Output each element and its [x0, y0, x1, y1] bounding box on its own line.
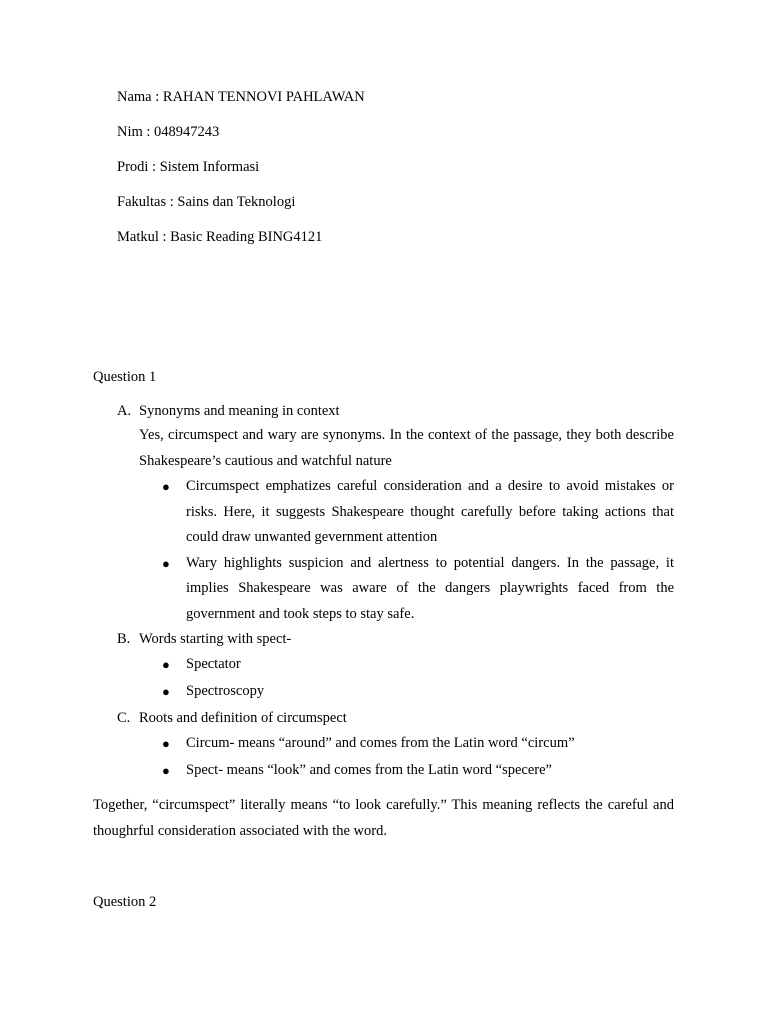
list-item [117, 679, 674, 705]
section-b-heading-row [117, 630, 674, 648]
student-nim: Nim : 048947243 [117, 124, 220, 140]
list-item-text: Circumspect emphatizes careful consideration and a desire to avoid mistakes or risks. Here, it suggests Shakespeare thought carefully before taking actions that could draw unwanted gevernment attention [186, 478, 674, 545]
list-item [117, 758, 674, 784]
section-a-heading: Synonyms and meaning in context [139, 403, 340, 419]
section-c-heading: Roots and definition of circumspect [139, 710, 347, 726]
list-item-text: Spectroscopy [186, 682, 265, 699]
section-b-bullet-list [117, 652, 674, 704]
question-1-title: Question 1 [93, 369, 157, 385]
section-a [117, 402, 674, 627]
section-c-heading-row [117, 709, 674, 727]
section-a-bullet-list [117, 474, 674, 627]
section-b [117, 630, 674, 704]
bullet-dot-icon: ● [162, 479, 170, 494]
bullet-dot-icon: ● [162, 762, 170, 778]
section-c-bullet-list [117, 731, 674, 783]
bullet-dot-icon: ● [162, 683, 170, 699]
student-name: Nama : RAHAN TENNOVI PAHLAWAN [117, 89, 365, 105]
list-item [117, 652, 674, 678]
list-item [117, 731, 674, 757]
list-item-text: Spect- means “look” and comes from the Latin word “specere” [186, 761, 552, 778]
section-a-heading-row [117, 402, 674, 420]
list-item-text: Spectator [186, 656, 241, 672]
section-a-body: Yes, circumspect and wary are synonyms. In the context of the passage, they both describe Shakespeare’s cautious and watchful nature [139, 427, 674, 469]
bullet-dot-icon: ● [162, 555, 170, 571]
list-item [117, 474, 674, 551]
section-b-heading: Words starting with spect- [139, 631, 292, 647]
faculty: Fakultas : Sains dan Teknologi [117, 194, 296, 210]
section-b-letter: B. [117, 631, 131, 647]
bullet-dot-icon: ● [162, 657, 170, 672]
section-a-letter: A. [117, 403, 132, 419]
list-item [117, 551, 674, 628]
section-c-letter: C. [117, 710, 131, 726]
section-c [117, 709, 674, 783]
conclusion-paragraph: Together, “circumspect” literally means “to look carefully.” This meaning reflects the careful and thoughrful consideration associated with the word. [93, 797, 674, 839]
study-program: Prodi : Sistem Informasi [117, 159, 260, 175]
bullet-dot-icon: ● [162, 736, 170, 751]
list-item-text: Circum- means “around” and comes from the Latin word “circum” [186, 735, 575, 751]
course: Matkul : Basic Reading BING4121 [117, 229, 323, 245]
list-item-text: Wary highlights suspicion and alertness to potential dangers. In the passage, it implies Shakespeare was aware of the dangers playwrights faced from the government and took steps to stay safe. [186, 554, 674, 622]
question-2-title: Question 2 [93, 894, 157, 910]
